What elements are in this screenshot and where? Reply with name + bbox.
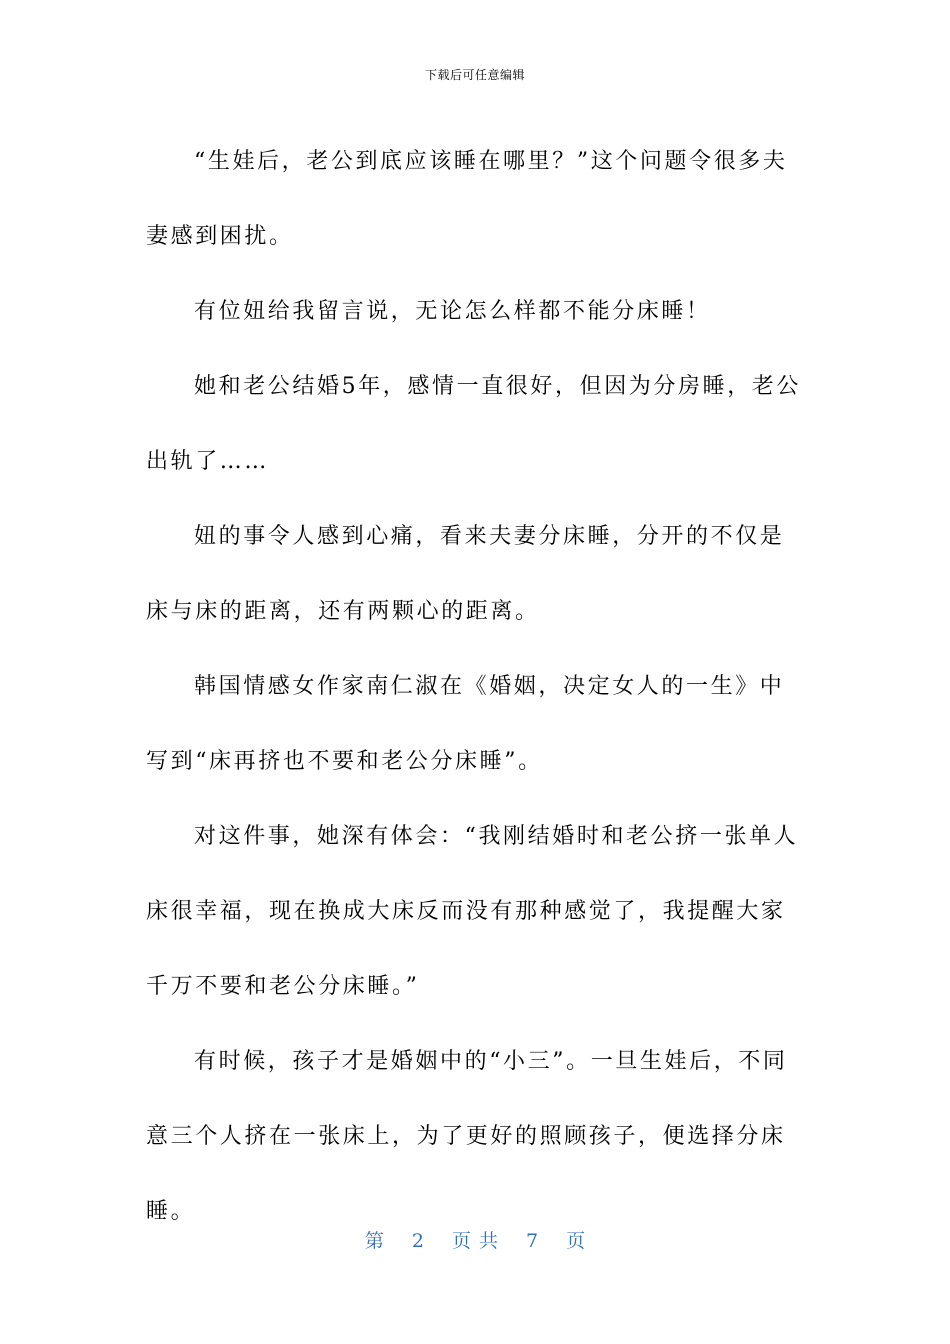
paragraph-7: 有时候，孩子才是婚姻中的“小三”。一旦生娃后，不同意三个人挤在一张床上，为了更好的照顾孩子，便选择分床睡。 xyxy=(146,1049,788,1224)
paragraph-4: 妞的事令人感到心痛，看来夫妻分床睡，分开的不仅是床与床的距离，还有两颗心的距离。 xyxy=(146,524,785,624)
paragraph-2: 有位妞给我留言说，无论怎么样都不能分床睡！ xyxy=(194,299,711,324)
page-header: 下载后可任意编辑 xyxy=(424,68,525,82)
document-body xyxy=(146,124,806,1249)
footer-page-suffix: 页 xyxy=(566,1230,586,1252)
paragraph-6: 对这件事，她深有体会：“我刚结婚时和老公挤一张单人床很幸福，现在换成大床反而没有那种感觉了，我提醒大家千万不要和老公分床睡。” xyxy=(146,824,799,999)
footer-page-middle: 页共 xyxy=(451,1230,506,1252)
footer-total-pages: 7 xyxy=(526,1230,539,1252)
paragraph-3: 她和老公结婚5年，感情一直很好，但因为分房睡，老公出轨了…… xyxy=(146,374,801,474)
page-footer xyxy=(0,1226,950,1253)
paragraph-5: 韩国情感女作家南仁淑在《婚姻，决定女人的一生》中写到“床再挤也不要和老公分床睡”。 xyxy=(146,674,785,774)
footer-page-number: 2 xyxy=(411,1230,424,1252)
paragraph-1: “生娃后，老公到底应该睡在哪里？”这个问题令很多夫妻感到困扰。 xyxy=(146,149,788,249)
footer-page-prefix: 第 xyxy=(364,1230,384,1252)
